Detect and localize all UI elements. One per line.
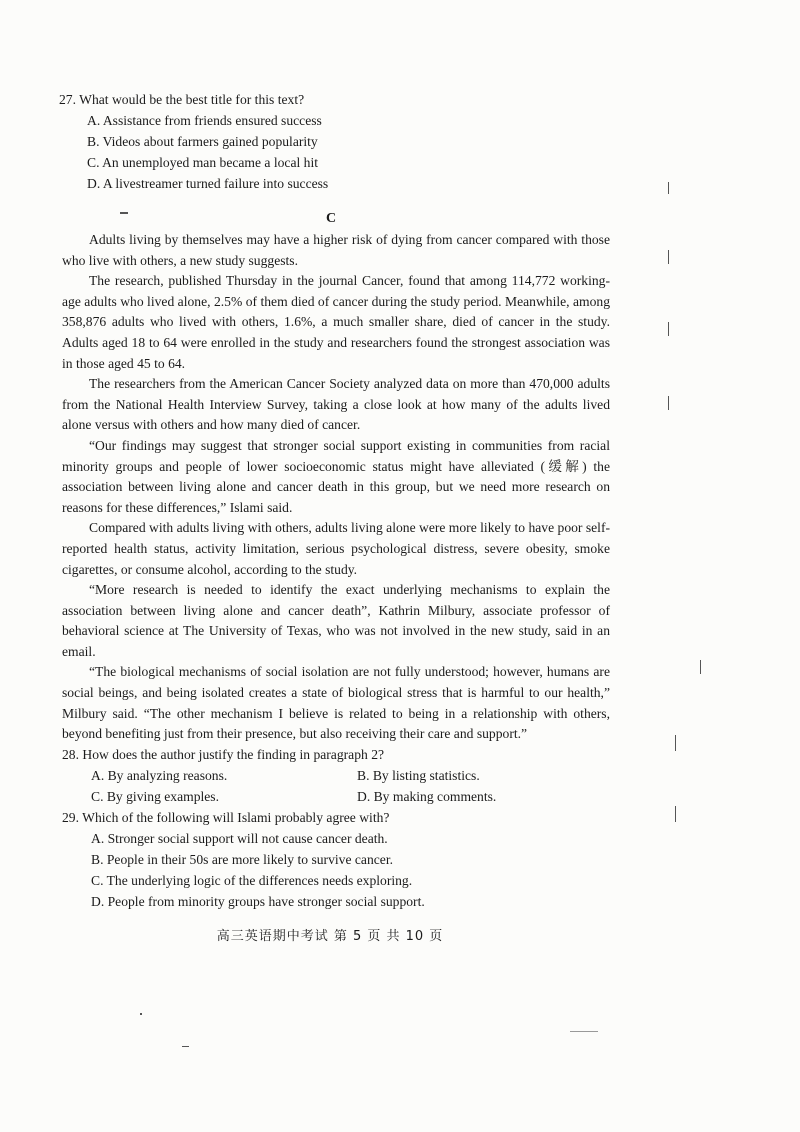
- section-label: C: [326, 211, 337, 226]
- question-27-stem: 27. What would be the best title for this text?: [59, 92, 305, 107]
- scan-mark: [668, 250, 669, 264]
- passage-paragraph-5: Compared with adults living with others, adults living alone were more likely to have poor self-reported health status, activity limitation, serious psychological distress, severe obesity, smoke cigarettes, or consume alcohol, according to the study.: [62, 520, 610, 577]
- question-28-option-b: B. By listing statistics.: [357, 768, 480, 783]
- question-29-option-d: D. People from minority groups have stronger social support.: [91, 894, 425, 909]
- question-29: [62, 807, 622, 912]
- passage-paragraph-2: The research, published Thursday in the journal Cancer, found that among 114,772 working-age adults who lived alone, 2.5% of them died of cancer during the study period. Meanwhile, among 358,876 adults who lived with others, 1.6%, a much smaller share, died of cancer in the study. Adults aged 18 to 64 were enrolled in the study and researchers found the strongest association was in those aged 45 to 64.: [62, 273, 610, 371]
- scan-mark: [668, 182, 669, 194]
- question-28-stem: 28. How does the author justify the finding in paragraph 2?: [62, 747, 385, 762]
- question-28-option-d: D. By making comments.: [357, 789, 497, 804]
- scan-mark: [570, 1031, 598, 1032]
- question-27: [59, 89, 328, 194]
- question-28: [62, 744, 622, 807]
- passage-paragraph-6: “More research is needed to identify the exact underlying mechanisms to explain the association between living alone and cancer death”, Kathrin Milbury, associate professor of behavioral science at The University of Texas, who was not involved in the new study, said in an email.: [62, 582, 610, 659]
- question-27-option-a: A. Assistance from friends ensured success: [87, 113, 322, 128]
- scan-mark: [182, 1046, 189, 1047]
- passage-paragraph-3: The researchers from the American Cancer Society analyzed data on more than 470,000 adults from the National Health Interview Survey, taking a close look at how many of the adults lived alone versus with others and how many died of cancer.: [62, 376, 610, 433]
- question-28-option-c: C. By giving examples.: [91, 789, 219, 804]
- scan-mark: [668, 322, 669, 336]
- question-29-option-b: B. People in their 50s are more likely to survive cancer.: [91, 852, 393, 867]
- scan-mark: [140, 1013, 142, 1015]
- page-footer: 高三英语期中考试 第 5 页 共 10 页: [216, 929, 444, 944]
- scan-mark: [668, 396, 669, 410]
- scan-mark: [675, 735, 676, 751]
- passage-paragraph-7: “The biological mechanisms of social isolation are not fully understood; however, humans are social beings, and being isolated creates a state of biological stress that is harmful to our health,” Milbury said. “The other mechanism I believe is related to being in a relationship with others, beyond benefiting just from their presence, but also receiving their care and support.”: [62, 664, 610, 742]
- passage-paragraph-4: “Our findings may suggest that stronger social support existing in communities from racial minority groups and people of lower socioeconomic status might have alleviated (缓解) the association between living alone and cancer death in this group, but we need more research on reasons for these differences,” Islami said.: [62, 437, 610, 515]
- question-28-option-a: A. By analyzing reasons.: [91, 768, 228, 783]
- question-27-option-d: D. A livestreamer turned failure into success: [87, 176, 329, 191]
- scan-mark: [120, 212, 128, 214]
- question-29-option-a: A. Stronger social support will not cause cancer death.: [91, 831, 388, 846]
- scan-mark: [700, 660, 701, 674]
- question-29-option-c: C. The underlying logic of the differences needs exploring.: [91, 873, 413, 888]
- scan-mark: [675, 806, 676, 822]
- question-29-stem: 29. Which of the following will Islami probably agree with?: [62, 810, 390, 825]
- question-27-option-c: C. An unemployed man became a local hit: [87, 155, 319, 170]
- passage-paragraph-1: Adults living by themselves may have a higher risk of dying from cancer compared with those who live with others, a new study suggests.: [62, 232, 610, 268]
- passage: [62, 230, 610, 745]
- question-27-option-b: B. Videos about farmers gained popularity: [87, 134, 318, 149]
